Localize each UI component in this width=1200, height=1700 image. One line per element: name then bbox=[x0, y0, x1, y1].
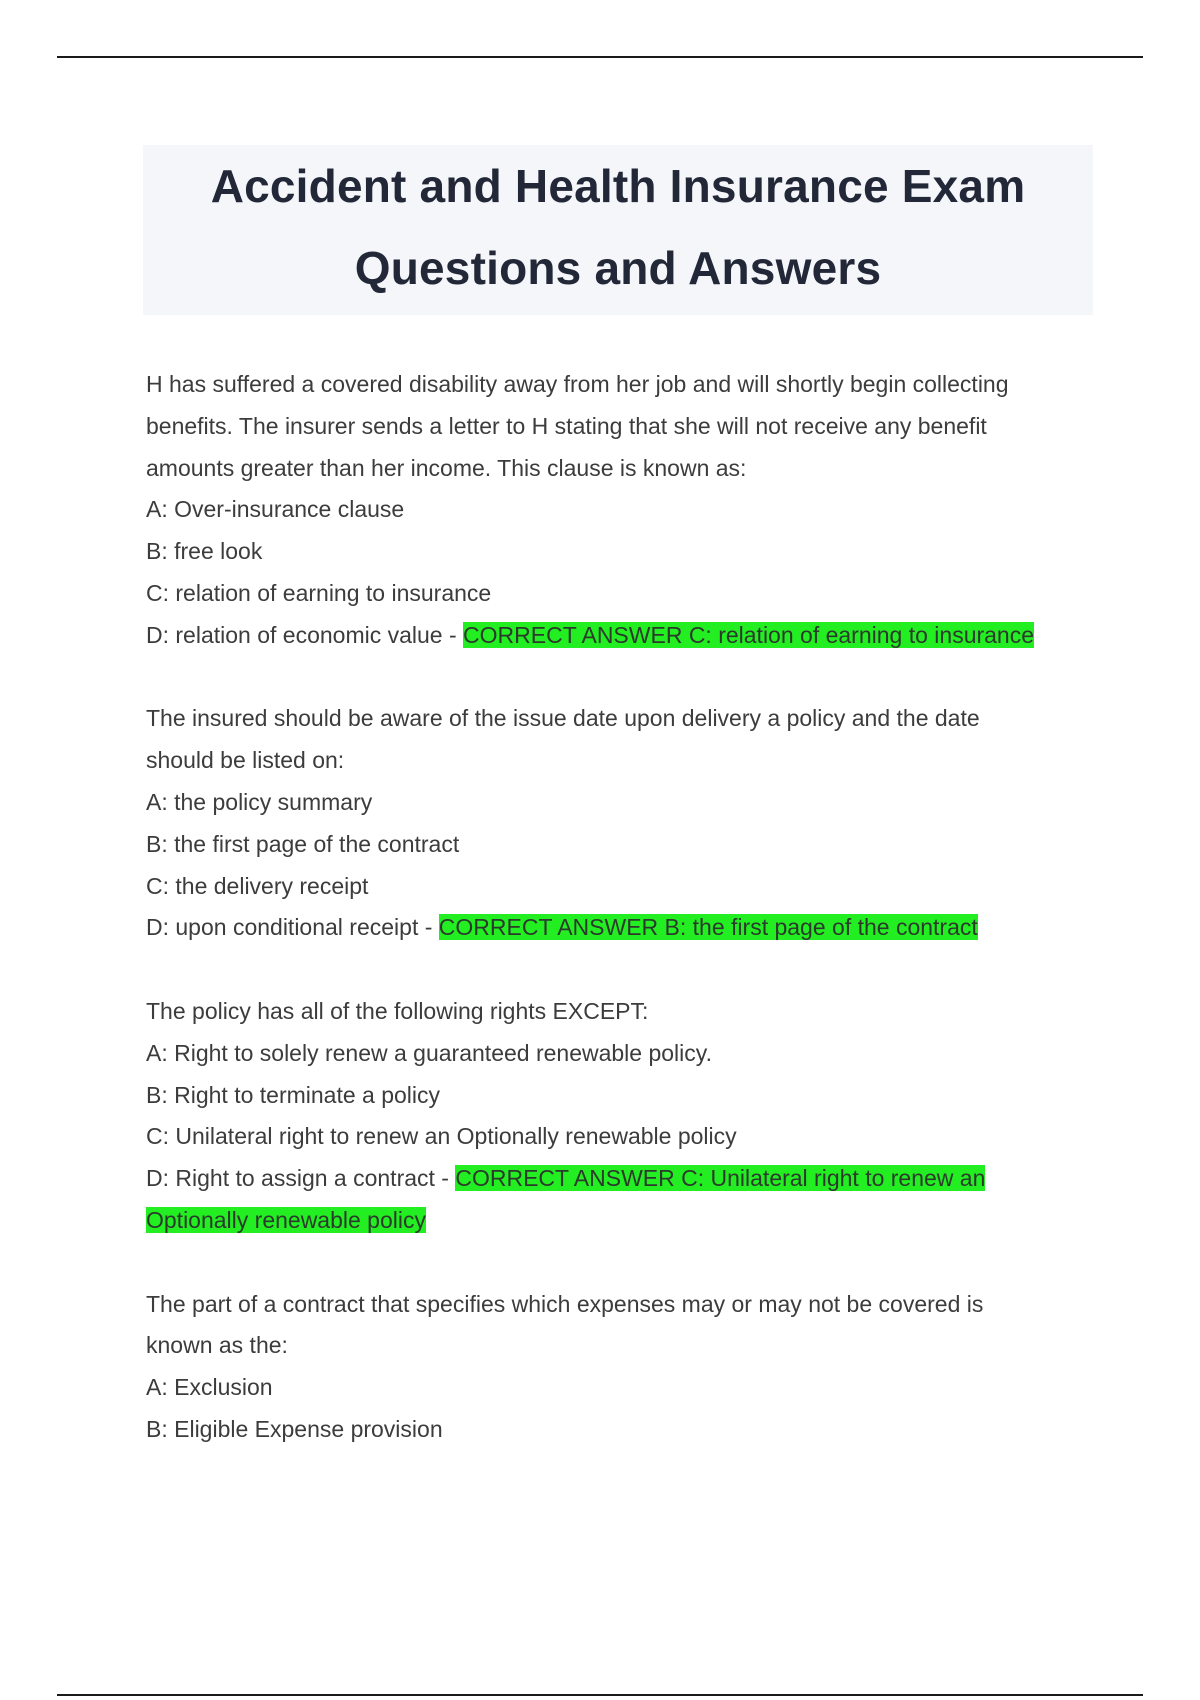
question-3 bbox=[146, 991, 1106, 1242]
page-title-line-2: Questions and Answers bbox=[354, 242, 882, 294]
question-stem-line: known as the: bbox=[146, 1332, 288, 1359]
page-title-line-1: Accident and Health Insurance Exam bbox=[210, 160, 1026, 212]
answer-option: B: Eligible Expense provision bbox=[146, 1415, 443, 1442]
question-4 bbox=[146, 1284, 1106, 1451]
correct-answer-highlight: CORRECT ANSWER B: the first page of the contract bbox=[438, 914, 978, 941]
question-stem-line: benefits. The insurer sends a letter to H stating that she will not receive any benefit bbox=[146, 412, 987, 439]
footer-rule bbox=[57, 1694, 1143, 1696]
title-banner bbox=[143, 145, 1093, 315]
answer-option: B: free look bbox=[146, 538, 263, 565]
answer-option: A: Right to solely renew a guaranteed renewable policy. bbox=[146, 1039, 712, 1066]
answer-option: C: relation of earning to insurance bbox=[146, 579, 492, 606]
question-stem-line: H has suffered a covered disability away from her job and will shortly begin collecting bbox=[146, 371, 1009, 397]
correct-answer-continuation bbox=[146, 1200, 1106, 1242]
answer-option: A: Over-insurance clause bbox=[146, 496, 405, 523]
question-stem-line: amounts greater than her income. This clause is known as: bbox=[146, 454, 747, 481]
header-rule bbox=[57, 56, 1143, 58]
answer-option-last bbox=[146, 1158, 1106, 1200]
correct-answer-highlight: CORRECT ANSWER C: relation of earning to insurance bbox=[463, 621, 1035, 648]
answer-option: C: the delivery receipt bbox=[146, 872, 369, 899]
question-2 bbox=[146, 698, 1106, 949]
answer-option-last bbox=[146, 907, 1106, 949]
answer-option: A: the policy summary bbox=[146, 788, 373, 815]
answer-option: A: Exclusion bbox=[146, 1374, 273, 1401]
correct-answer-highlight: CORRECT ANSWER C: Unilateral right to renew an bbox=[455, 1165, 986, 1192]
answer-option-text: D: Right to assign a contract - bbox=[146, 1165, 456, 1192]
answer-option: B: the first page of the contract bbox=[146, 830, 460, 857]
answer-option-text: D: relation of economic value - bbox=[146, 621, 464, 648]
question-stem-line: The policy has all of the following rights EXCEPT: bbox=[146, 997, 649, 1024]
answer-option: C: Unilateral right to renew an Optionally renewable policy bbox=[146, 1123, 737, 1150]
correct-answer-highlight: Optionally renewable policy bbox=[146, 1206, 426, 1233]
question-stem-line: should be listed on: bbox=[146, 747, 345, 774]
answer-option: B: Right to terminate a policy bbox=[146, 1081, 441, 1108]
answer-option-last bbox=[146, 615, 1106, 657]
document-body bbox=[146, 364, 1106, 1493]
answer-option-text: D: upon conditional receipt - bbox=[146, 914, 439, 941]
question-1 bbox=[146, 364, 1106, 657]
question-stem-line: The insured should be aware of the issue date upon delivery a policy and the date bbox=[146, 705, 980, 732]
question-stem-line: The part of a contract that specifies which expenses may or may not be covered is bbox=[146, 1290, 984, 1317]
